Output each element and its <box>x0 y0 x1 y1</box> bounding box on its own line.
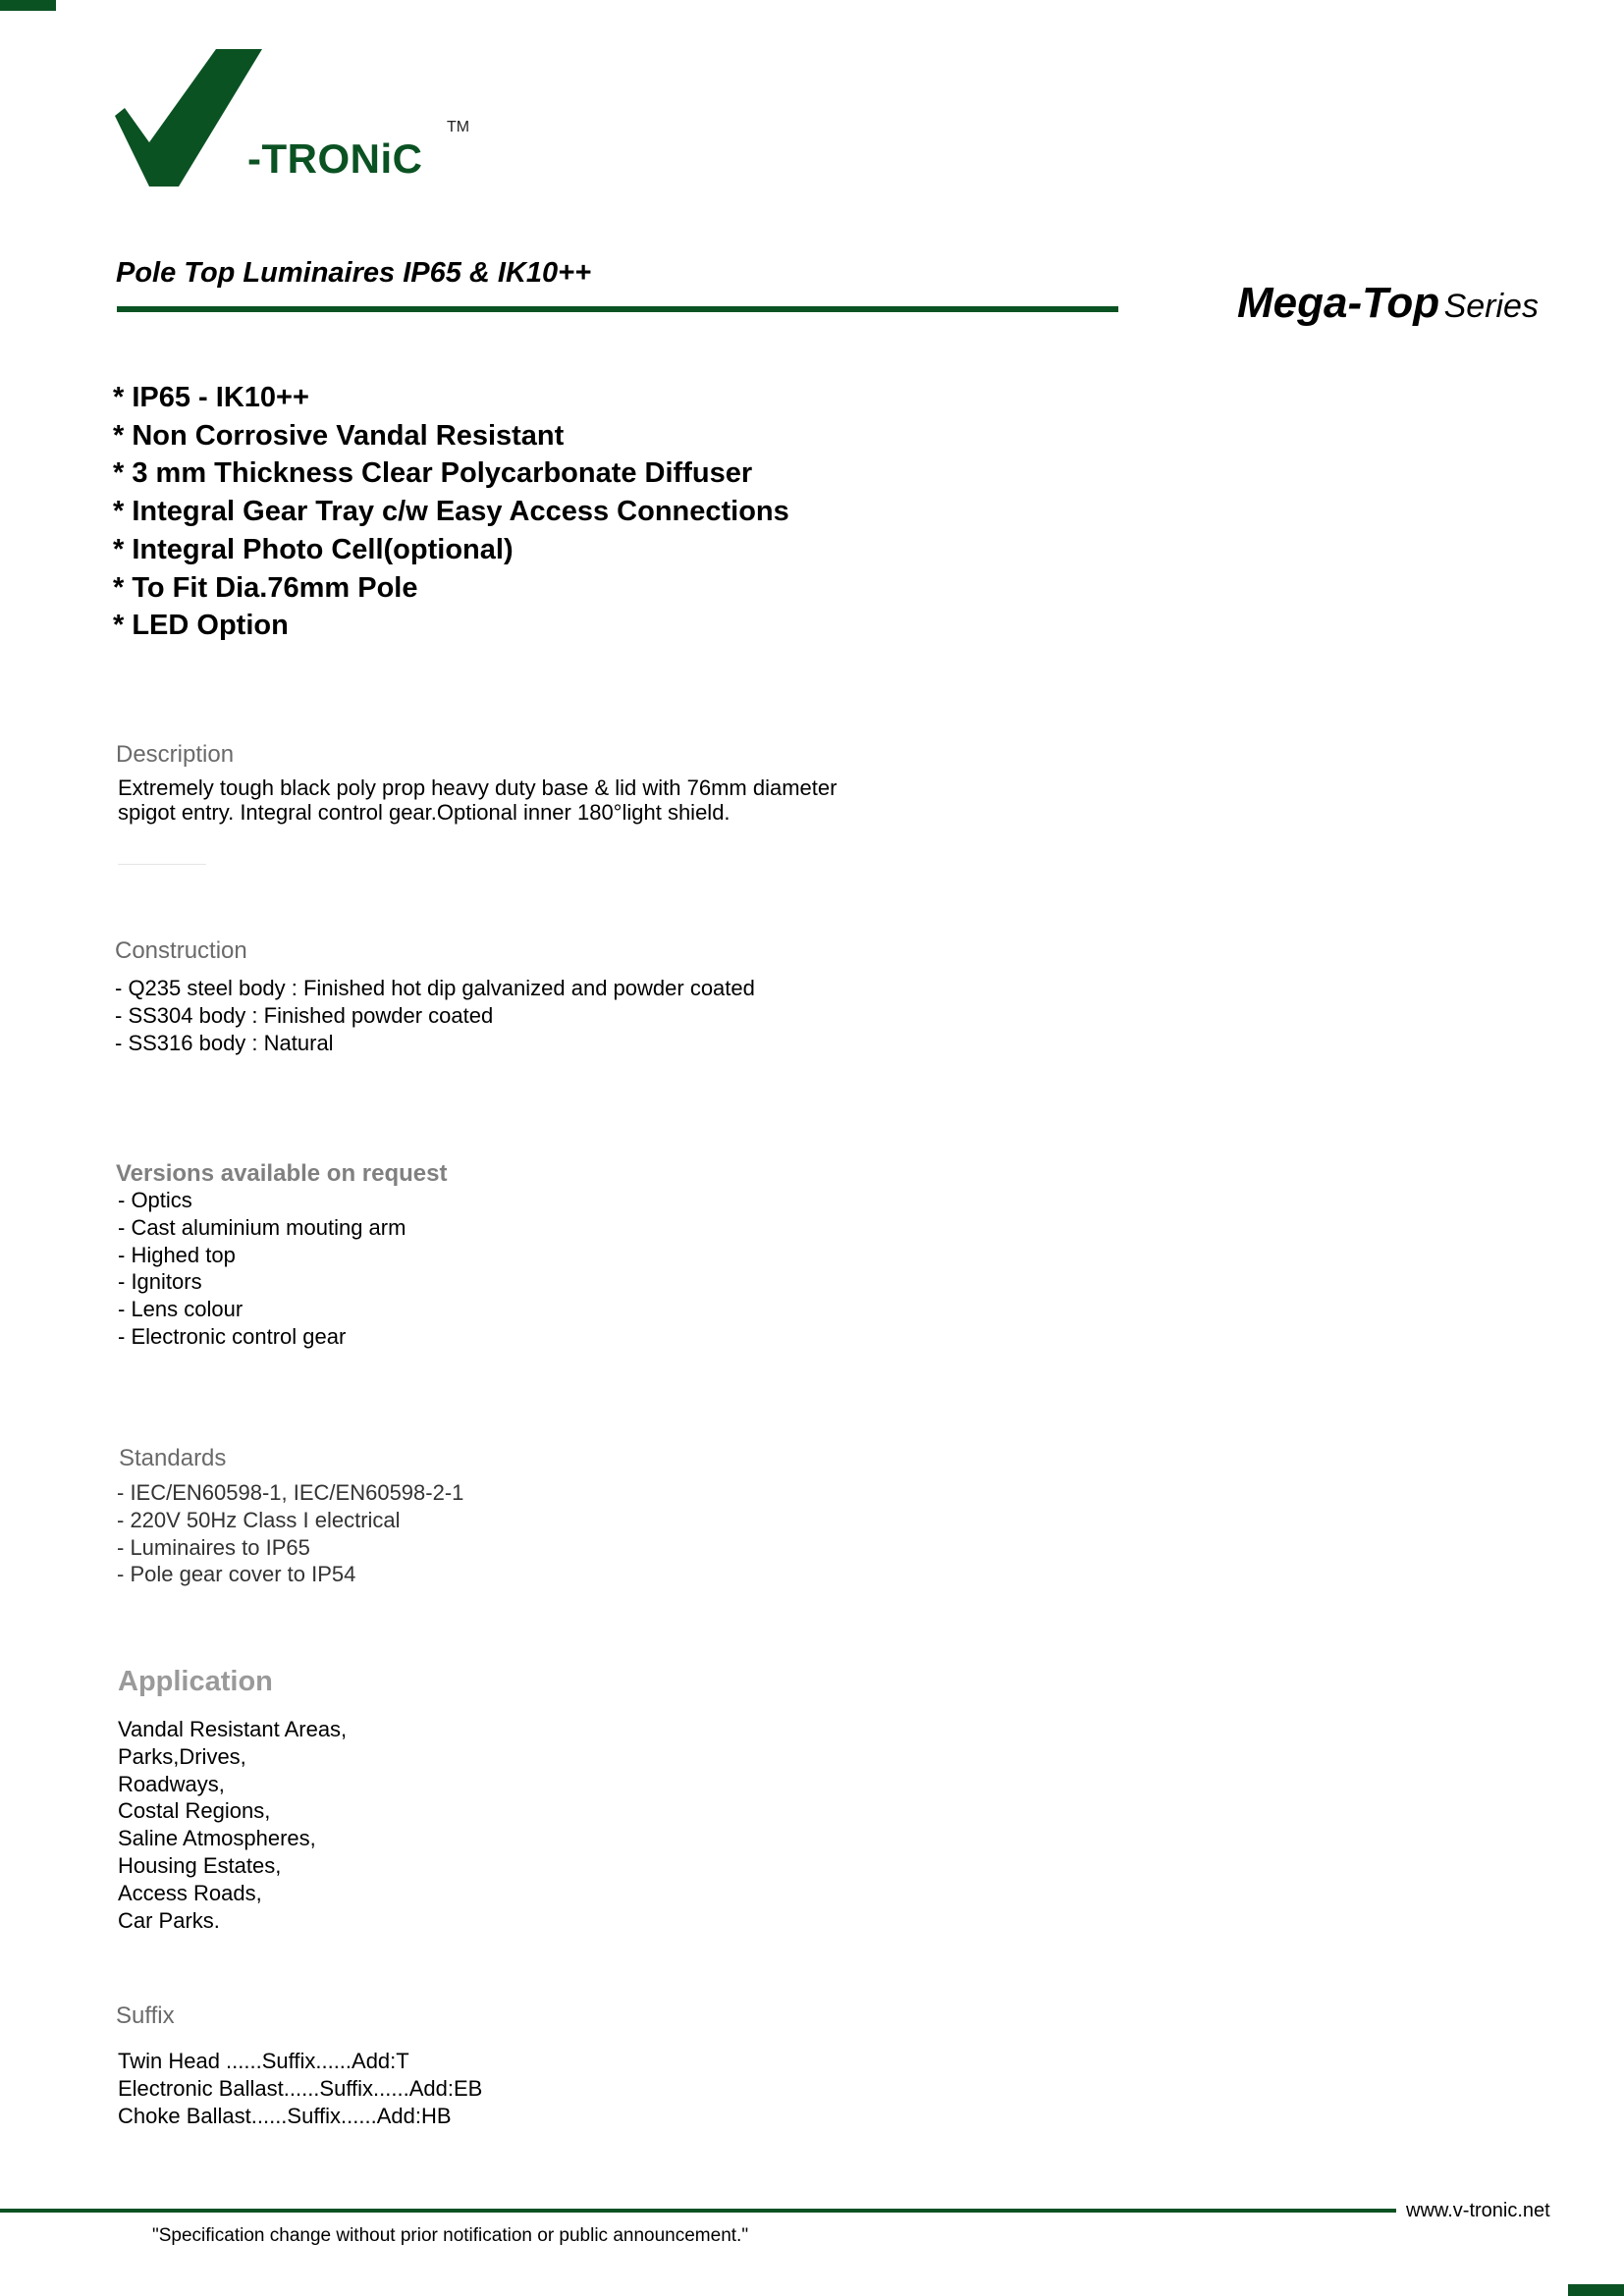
application-item: Housing Estates, <box>118 1852 282 1878</box>
feature-item: * LED Option <box>113 610 289 642</box>
suffix-item: Twin Head ......Suffix......Add:T <box>118 2049 409 2073</box>
corner-accent-top <box>0 0 56 11</box>
versions-list <box>118 1187 406 1351</box>
feature-item: * IP65 - IK10++ <box>113 382 309 413</box>
versions-item: - Optics <box>118 1188 192 1212</box>
versions-item: - Highed top <box>118 1242 236 1267</box>
versions-item: - Ignitors <box>118 1269 202 1295</box>
description-line: spigot entry. Integral control gear.Optional inner 180°light shield. <box>118 800 731 825</box>
divider <box>118 864 206 865</box>
standards-heading: Standards <box>119 1445 227 1471</box>
footer-rule <box>0 2209 1396 2213</box>
construction-heading: Construction <box>115 937 247 964</box>
standards-list <box>117 1479 463 1588</box>
description-line: Extremely tough black poly prop heavy duty base & lid with 76mm diameter <box>118 775 838 800</box>
application-item: Saline Atmospheres, <box>118 1826 316 1851</box>
feature-list <box>113 379 789 645</box>
product-subtitle: Pole Top Luminaires IP65 & IK10++ <box>116 257 592 289</box>
application-item: Access Roads, <box>118 1880 262 1905</box>
versions-heading: Versions available on request <box>116 1160 448 1187</box>
construction-item: - SS304 body : Finished powder coated <box>115 1002 494 1028</box>
construction-item: - Q235 steel body : Finished hot dip galvanized and powder coated <box>115 976 755 1000</box>
brand-name: -TRONiC <box>247 135 423 182</box>
suffix-item: Choke Ballast......Suffix......Add:HB <box>118 2103 452 2128</box>
standards-item: - Pole gear cover to IP54 <box>117 1562 356 1587</box>
corner-accent-bottom <box>1568 2284 1624 2296</box>
construction-list <box>115 975 755 1056</box>
series-title <box>1237 279 1539 328</box>
application-item: Vandal Resistant Areas, <box>118 1717 348 1741</box>
application-item: Parks,Drives, <box>118 1743 246 1769</box>
feature-item: * 3 mm Thickness Clear Polycarbonate Diffuser <box>113 457 753 490</box>
feature-item: * To Fit Dia.76mm Pole <box>113 571 418 604</box>
trademark-mark: TM <box>447 119 470 135</box>
series-suffix: Series <box>1443 288 1539 325</box>
suffix-heading: Suffix <box>116 2002 175 2029</box>
versions-item: - Electronic control gear <box>118 1323 347 1349</box>
description-text <box>118 775 837 825</box>
standards-item: - 220V 50Hz Class I electrical <box>117 1507 401 1532</box>
application-item: Costal Regions, <box>118 1798 271 1824</box>
application-heading: Application <box>118 1666 273 1697</box>
title-underline <box>117 306 1118 312</box>
standards-item: - Luminaires to IP65 <box>117 1534 310 1560</box>
description-heading: Description <box>116 741 235 768</box>
website-link[interactable]: www.v-tronic.net <box>1406 2200 1550 2221</box>
versions-item: - Cast aluminium mouting arm <box>118 1214 406 1240</box>
versions-item: - Lens colour <box>118 1297 244 1322</box>
disclaimer-text: "Specification change without prior notification or public announcement." <box>152 2225 749 2246</box>
application-list <box>118 1716 347 1934</box>
series-name: Mega-Top <box>1237 279 1440 327</box>
feature-item: * Integral Photo Cell(optional) <box>113 533 514 565</box>
application-item: Car Parks. <box>118 1907 220 1933</box>
suffix-list <box>118 2048 482 2129</box>
application-item: Roadways, <box>118 1771 225 1796</box>
feature-item: * Non Corrosive Vandal Resistant <box>113 419 565 452</box>
construction-item: - SS316 body : Natural <box>115 1030 334 1055</box>
standards-item: - IEC/EN60598-1, IEC/EN60598-2-1 <box>117 1480 464 1505</box>
suffix-item: Electronic Ballast......Suffix......Add:EB <box>118 2075 483 2101</box>
feature-item: * Integral Gear Tray c/w Easy Access Connections <box>113 496 789 528</box>
